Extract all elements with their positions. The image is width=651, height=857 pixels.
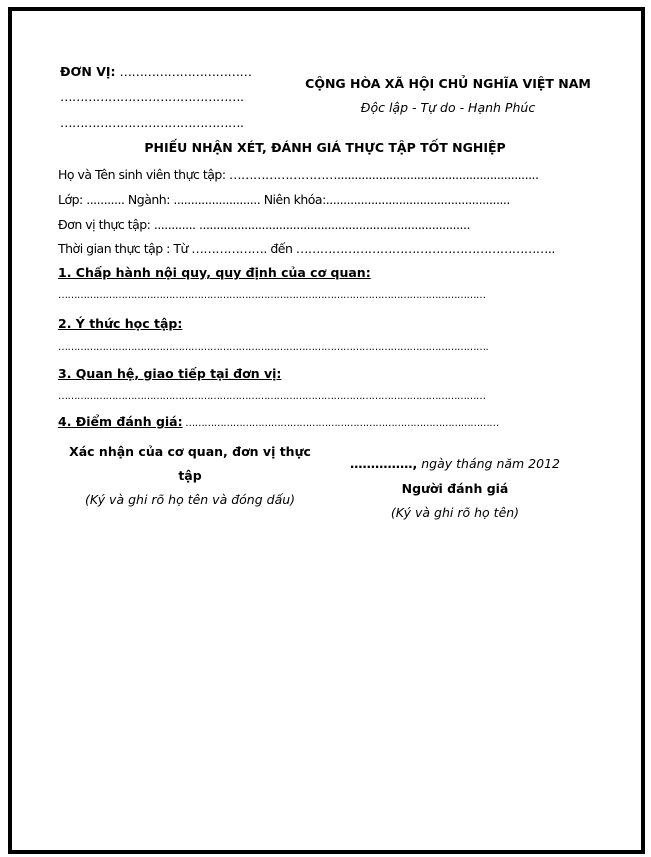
class-field: Lớp: ........... Ngành: ......................... Niên khóa:..................................................... <box>58 192 510 207</box>
section-1-title: 1. Chấp hành nội quy, quy định của cơ quan: <box>58 265 371 280</box>
student-name-field: Họ và Tên sinh viên thực tập: ……………………….......................................................... <box>58 167 539 182</box>
unit-line-3: ………………………………………. <box>60 115 244 130</box>
time-field: Thời gian thực tập : Từ ………………. đến ……………………………………………………….. <box>58 241 555 256</box>
evaluator-role: Người đánh giá <box>401 481 509 496</box>
section-1-dots: ……………………………………………………………………………………………………………………… <box>58 290 486 301</box>
section-4-line <box>58 414 499 429</box>
unit-dots: …………………………… <box>119 64 252 79</box>
evaluator-note: (Ký và ghi rõ họ tên) <box>390 505 520 520</box>
left-sign-line2: tập <box>178 468 202 483</box>
section-3-title: 3. Quan hệ, giao tiếp tại đơn vị: <box>58 366 282 381</box>
section-4-dots: ……………………………………………………………………………………… <box>182 418 499 429</box>
left-sign-note: (Ký và ghi rõ họ tên và đóng dấu) <box>84 492 296 507</box>
left-sign-line1: Xác nhận của cơ quan, đơn vị thực <box>69 444 311 459</box>
motto: Độc lập - Tự do - Hạnh Phúc <box>360 100 536 115</box>
document-title: PHIẾU NHẬN XÉT, ĐÁNH GIÁ THỰC TẬP TỐT NGHIỆP <box>144 140 506 155</box>
unit-label: ĐƠN VỊ: <box>60 64 116 79</box>
section-3-dots: ……………………………………………………………………………………………………………………… <box>58 391 486 402</box>
unit-line-2: ………………………………………. <box>60 89 244 104</box>
document-frame <box>8 7 645 854</box>
unit-line <box>60 64 252 79</box>
section-2-dots: ………………………………………………………………………………………………………………………. <box>58 342 489 353</box>
section-2-title: 2. Ý thức học tập: <box>58 316 183 331</box>
country-title: CỘNG HÒA XÃ HỘI CHỦ NGHĨA VIỆT NAM <box>305 76 591 91</box>
date-line <box>320 456 590 471</box>
unit-field: Đơn vị thực tập: ............ .............................................................................. <box>58 217 470 232</box>
section-4-title: 4. Điểm đánh giá: <box>58 414 183 429</box>
date-dots: ……………, <box>350 456 418 471</box>
date-text: ngày tháng năm 2012 <box>417 456 560 471</box>
